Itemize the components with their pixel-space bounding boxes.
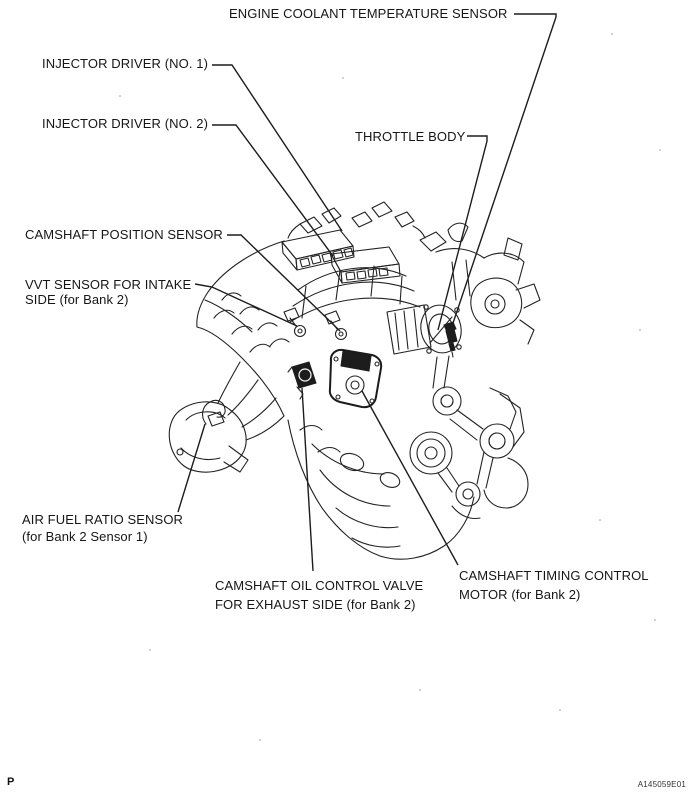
label-injector-driver-2: INJECTOR DRIVER (NO. 2) (42, 116, 209, 131)
leader-throttle-body (438, 136, 487, 330)
ect-sensor-part (444, 322, 457, 357)
camshaft-position-sensor-part (325, 311, 347, 340)
label-engine-coolant-temperature-sensor: ENGINE COOLANT TEMPERATURE SENSOR (229, 6, 508, 21)
leader-camshaft-position-sensor (227, 235, 340, 331)
exhaust-manifold (169, 362, 284, 472)
right-bank-head (420, 223, 524, 300)
label-camshaft-timing-control-motor: CAMSHAFT TIMING CONTROL MOTOR (for Bank 2) (459, 568, 649, 602)
oil-control-valve-part (288, 362, 316, 399)
ignition-coils (288, 202, 425, 238)
leader-camshaft-timing-control-motor (362, 391, 458, 565)
label-camshaft-oil-control-valve: CAMSHAFT OIL CONTROL VALVE FOR EXHAUST SIDE (for Bank 2) (215, 578, 424, 612)
alternator (471, 278, 540, 344)
leader-air-fuel-ratio-sensor (178, 424, 205, 512)
label-air-fuel-ratio-sensor: AIR FUEL RATIO SENSOR (for Bank 2 Sensor 1) (22, 512, 184, 544)
figure-id: A145059E01 (637, 780, 686, 789)
leader-camshaft-oil-control-valve (302, 388, 313, 571)
timing-control-motor-part (330, 350, 381, 407)
page-corner-mark: P (7, 776, 15, 788)
label-camshaft-position-sensor: CAMSHAFT POSITION SENSOR (25, 227, 223, 242)
engine-illustration (169, 202, 540, 559)
label-vvt-sensor: VVT SENSOR FOR INTAKE SIDE (for Bank 2) (25, 277, 192, 307)
label-injector-driver-1: INJECTOR DRIVER (NO. 1) (42, 56, 209, 71)
label-throttle-body: THROTTLE BODY (355, 129, 466, 144)
intake-manifold (290, 266, 420, 322)
injector-driver-2-box (331, 247, 400, 283)
leader-injector-driver-1 (212, 65, 342, 231)
engine-block-lower (288, 420, 474, 559)
leader-vvt-sensor (195, 284, 297, 326)
leader-engine-coolant-temperature-sensor (449, 14, 556, 335)
belt-and-pulleys (410, 356, 528, 519)
